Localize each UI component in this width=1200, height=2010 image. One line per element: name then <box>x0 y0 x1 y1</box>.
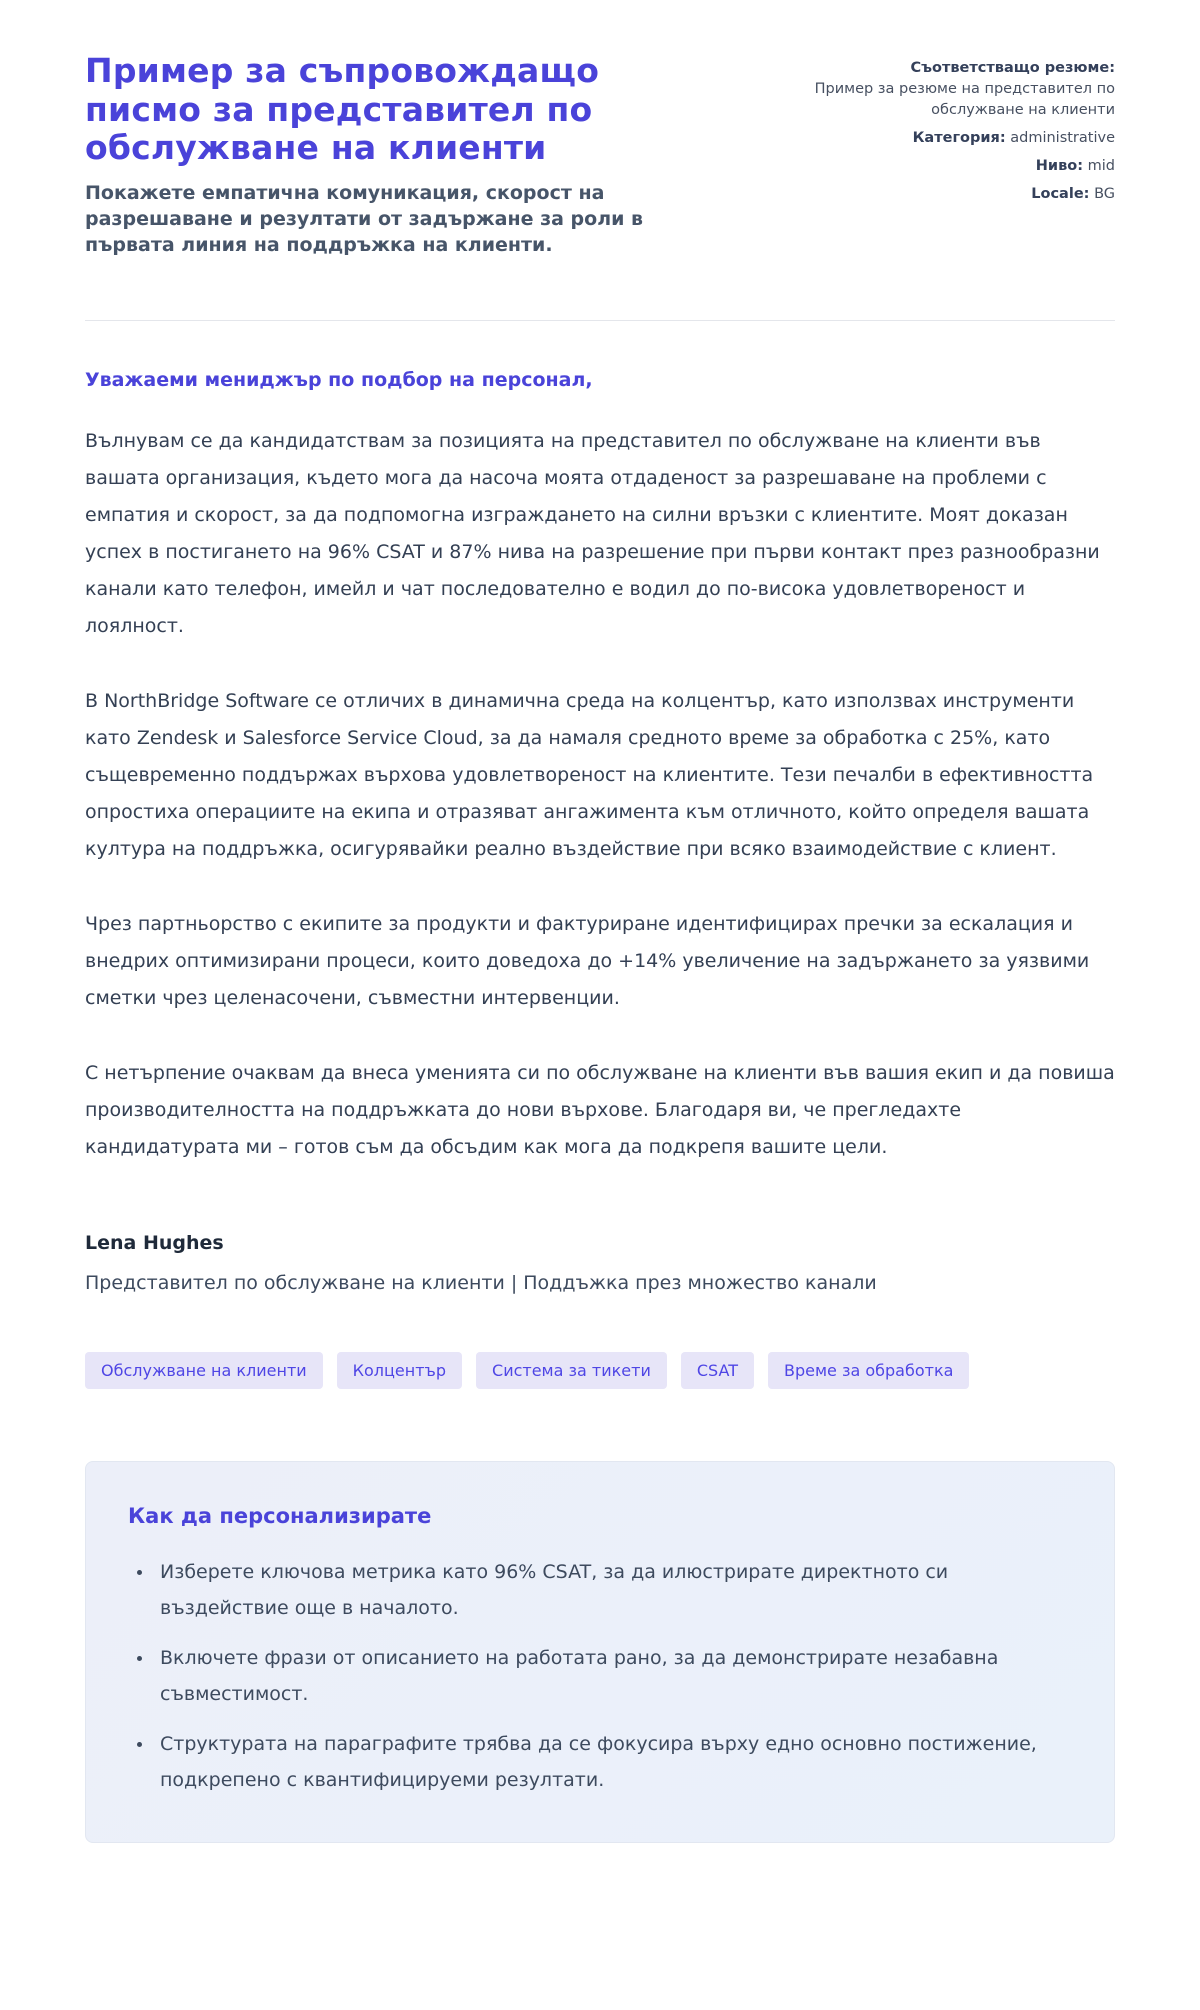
tag-csat[interactable]: CSAT <box>681 1352 754 1389</box>
letter-paragraph: Вълнувам се да кандидатствам за позицията на представител по обслужване на клиенти във вашата организация, където мога да насоча моята отдаденост за разрешаване на проблеми с емпатия и скорост, за да подпомогна изграждането на силни връзки с клиентите. Моят доказан успех в постигането на 96% CSAT и 87% нива на разрешение при първи контакт през разнообразни канали като телефон, имейл и чат последователно е водил до по-висока удовлетвореност и лоялност. <box>85 430 1100 638</box>
meta-matching-resume-value: Пример за резюме на представител по обслужване на клиенти <box>814 81 1115 119</box>
meta-category-value: administrative <box>1010 130 1115 147</box>
letter-body <box>85 369 1115 1294</box>
meta-locale-value: BG <box>1094 186 1115 203</box>
signature-name: Lena Hughes <box>85 1232 224 1255</box>
letter-paragraph: С нетърпение очаквам да внеса уменията си по обслужване на клиенти във вашия екип и да повиша производителността на поддръжката до нови върхове. Благодаря ви, че прегледахте кандидатурата ми – готов съм да обсъдим как мога да подкрепя вашите цели. <box>85 1062 1115 1159</box>
tag-customer-service[interactable]: Обслужване на клиенти <box>85 1352 323 1389</box>
tips-list <box>128 1554 1078 1798</box>
tip-text: Структурата на параграфите трябва да се фокусира върху едно основно постижение, подкрепено с квантифицируеми резултати. <box>160 1733 1037 1792</box>
tips-list-item <box>154 1554 1078 1626</box>
tag-handle-time[interactable]: Време за обработка <box>768 1352 969 1389</box>
header <box>85 52 1115 258</box>
signature-block <box>85 1232 1115 1294</box>
tips-list-item <box>154 1640 1078 1712</box>
meta-locale <box>775 184 1115 205</box>
tips-title: Как да персонализирате <box>128 1504 432 1529</box>
letter-paragraph: Чрез партньорство с екипите за продукти и фактуриране идентифицирах пречки за ескалация и внедрих оптимизирани процеси, които доведоха до +14% увеличение на задържането за уязвими сметки чрез целенасочени, съвместни интервенции. <box>85 913 1090 1010</box>
meta-level-value: mid <box>1087 158 1115 175</box>
meta-matching-resume <box>775 58 1115 121</box>
tips-list-item <box>154 1726 1078 1798</box>
tip-text: Изберете ключова метрика като 96% CSAT, за да илюстрирате директното си въздействие още в началото. <box>160 1561 949 1620</box>
header-meta <box>775 52 1115 212</box>
letter-greeting: Уважаеми мениджър по подбор на персонал, <box>85 369 593 392</box>
tag-ticketing-system[interactable]: Система за тикети <box>476 1352 667 1389</box>
letter-paragraph: В NorthBridge Software се отличих в динамична среда на колцентър, като използвах инструменти като Zendesk и Salesforce Service Cloud, за да намаля средното време за обработка с 25%, като същевременно поддържах върхова удовлетвореност на клиентите. Тези печалби в ефективността опростиха операциите на екипа и отразяват ангажимента към отличното, който определя вашата култура на поддръжка, осигурявайки реално въздействие при всяко взаимодействие с клиент. <box>85 690 1094 861</box>
meta-category <box>775 128 1115 149</box>
meta-matching-resume-label: Съответстващо резюме: <box>910 60 1115 76</box>
page-title: Пример за съпровождащо писмо за представител по обслужване на клиенти <box>85 51 600 168</box>
tag-call-center[interactable]: Колцентър <box>337 1352 462 1389</box>
meta-level <box>775 156 1115 177</box>
header-left <box>85 52 645 258</box>
signature-role: Представител по обслужване на клиенти | Поддъжка през множество канали <box>85 1272 877 1295</box>
meta-locale-label: Locale: <box>1031 186 1090 203</box>
personalization-tips-box <box>85 1461 1115 1843</box>
meta-category-label: Категория: <box>912 130 1006 147</box>
meta-level-label: Ниво: <box>1035 158 1084 175</box>
tag-list <box>85 1352 1115 1389</box>
tip-text: Включете фрази от описанието на работата рано, за да демонстрирате незабавна съвместимост. <box>160 1647 999 1706</box>
header-divider <box>85 320 1115 321</box>
page-subtitle: Покажете емпатична комуникация, скорост на разрешаване и резултати от задържане за роли в първата линия на поддръжка на клиенти. <box>85 181 644 257</box>
